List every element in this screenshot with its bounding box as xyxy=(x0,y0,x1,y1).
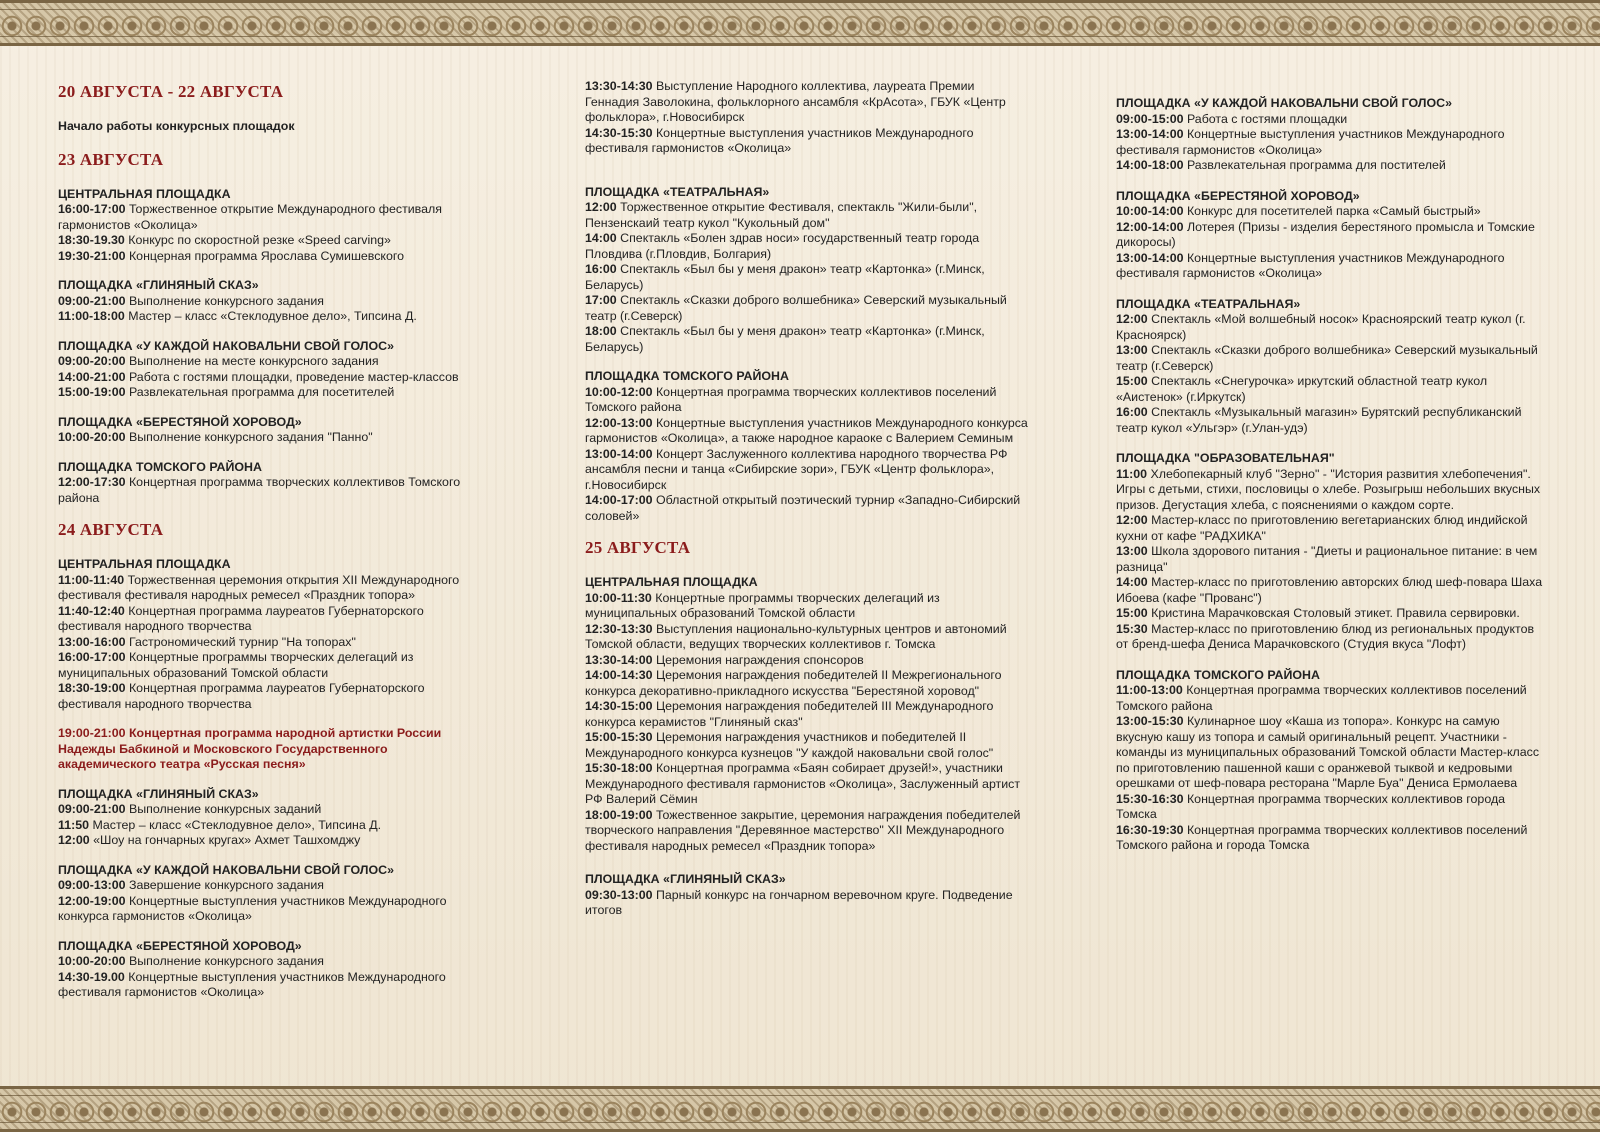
event-desc: Тожественное закрытие, церемония награждения победителей творческого направления "Деревянное мастерство" XII Международного фестиваля народных ремесел «Праздник топора» xyxy=(585,807,1021,853)
event-time: 15:30-18:00 xyxy=(585,761,653,775)
event-desc: Концертные выступления участников Международного конкурса гармонистов «Околица» xyxy=(58,893,447,923)
event-time: 13:30-14:30 xyxy=(585,79,653,93)
venue-block xyxy=(58,339,488,401)
event-desc: Развлекательная программа для постителей xyxy=(1183,158,1446,172)
event-time: 16:30-19:30 xyxy=(1116,822,1184,837)
venue-title: ПЛОЩАДКА «БЕРЕСТЯНОЙ ХОРОВОД» xyxy=(1116,188,1360,203)
event-time: 13:00-16:00 xyxy=(58,634,126,649)
event-item xyxy=(58,370,488,386)
event-time: 17:00 xyxy=(585,293,617,307)
event-time: 15:00 xyxy=(1116,606,1148,620)
event-item xyxy=(1116,343,1546,374)
venue-block xyxy=(58,557,488,712)
event-desc: Хлебопекарный клуб "Зерно" - "История развития хлебопечения". Игры с детьми, стихи, пословицы о хлебе. Розыгрыш небольших вкусных призов. Дегустация хлеба, с пояснениями о каждом сорте. xyxy=(1116,466,1541,512)
event-item xyxy=(585,493,1030,524)
event-item xyxy=(1116,683,1546,714)
venue-block xyxy=(1116,668,1546,854)
event-time: 09:30-13:00 xyxy=(585,887,653,902)
event-time: 12:30-13:30 xyxy=(585,621,653,636)
venue-block xyxy=(1116,297,1546,437)
event-item xyxy=(58,202,488,233)
event-desc: Концертная программа лауреатов Губернаторского фестиваля народного творчества xyxy=(58,681,425,711)
event-desc: Выполнение конкурсного задания xyxy=(125,293,324,308)
event-desc: Развлекательная программа для посетителей xyxy=(125,385,395,399)
venue-title: ПЛОЩАДКА «У КАЖДОЙ НАКОВАЛЬНИ СВОЙ ГОЛОС» xyxy=(58,338,394,353)
event-time: 14:00-18:00 xyxy=(1116,158,1184,172)
event-time: 13:30-14:00 xyxy=(585,652,653,667)
event-time: 14:00-14:30 xyxy=(585,668,653,682)
event-item xyxy=(585,200,1030,231)
event-item xyxy=(585,79,1030,126)
event-item xyxy=(1116,158,1546,174)
event-item xyxy=(585,262,1030,293)
event-desc: Кулинарное шоу «Каша из топора». Конкурс на самую вкусную кашу из топора и самый оригинальный рецепт. Участники - команды из муниципальных образований Томской области Мастер-класс по приготовлению пашенной каши с оранжевой тыквой и кедровыми орешками от шеф-повара ресторана "Марле Буа" Дениса Ермолаева xyxy=(1116,714,1540,790)
event-item xyxy=(585,293,1030,324)
venue-title: ПЛОЩАДКА «ТЕАТРАЛЬНАЯ» xyxy=(1116,296,1301,311)
event-desc: Церемония награждения победителей III Международного конкурса керамистов "Глиняный сказ" xyxy=(585,699,994,729)
event-time: 19:30-21:00 xyxy=(58,248,126,263)
event-item xyxy=(58,385,488,401)
event-desc: Концертная программа творческих коллективов поселений Томского района xyxy=(585,384,997,414)
event-desc: Спектакль «Сказки доброго волшебника» Северский музыкальный театр (г.Северск) xyxy=(1116,343,1538,373)
event-time: 16:00 xyxy=(1116,405,1148,419)
event-desc: «Шоу на гончарных кругах» Ахмет Ташхомджу xyxy=(89,833,361,847)
column-1 xyxy=(58,82,488,1015)
venue-block xyxy=(1116,96,1546,174)
event-desc: Мастер – класс «Стеклодувное дело», Типсина Д. xyxy=(124,309,417,323)
venue-title: ПЛОЩАДКА «БЕРЕСТЯНОЙ ХОРОВОД» xyxy=(58,414,302,429)
date-heading: 20 АВГУСТА - 22 АВГУСТА xyxy=(58,82,284,101)
venue-block xyxy=(58,460,488,507)
event-time: 12:00 xyxy=(585,200,617,214)
venue-title: ЦЕНТРАЛЬНАЯ ПЛОЩАДКА xyxy=(58,186,231,201)
event-item xyxy=(585,231,1030,262)
event-desc: Спектакль «Болен здрав носи» государственный театр города Пловдива (г.Пловдив, Болгария) xyxy=(585,231,980,261)
event-time: 10:00-20:00 xyxy=(58,430,126,444)
event-desc: Мастер-класс по приготовлению авторских блюд шеф-повара Шаха Ибоева (кафе "Прованс") xyxy=(1116,575,1543,605)
event-desc: Концертные выступления участников Международного конкурса гармонистов «Околица», а также народное караоке с Валерием Семиным xyxy=(585,415,1028,445)
event-item xyxy=(58,878,488,894)
venue-title: ПЛОЩАДКА «ГЛИНЯНЫЙ СКАЗ» xyxy=(585,872,786,886)
event-item xyxy=(58,249,488,265)
event-desc: Работа с гостями площадки xyxy=(1183,111,1348,126)
event-time: 14:00-21:00 xyxy=(58,369,126,384)
event-time: 18:30-19.30 xyxy=(58,233,125,247)
venue-title: ПЛОЩАДКА ТОМСКОГО РАЙОНА xyxy=(585,369,789,383)
event-time: 11:40-12:40 xyxy=(58,603,125,618)
event-time: 09:00-13:00 xyxy=(58,878,126,892)
event-desc: Спектакль «Музыкальный магазин» Бурятский республиканский театр кукол «Ульгэр» (г.Улан-удэ) xyxy=(1116,405,1522,435)
event-item xyxy=(1116,513,1546,544)
event-item xyxy=(1116,792,1546,823)
event-time: 14:00-17:00 xyxy=(585,493,653,507)
event-desc: Церемония награждения победителей II Межрегионального конкурса декоративно-прикладного искусства "Берестяной хоровод" xyxy=(585,668,1002,698)
event-time: 14:00 xyxy=(585,231,617,245)
event-desc: Церемония награждения участников и победителей II Международного конкурса кузнецов "У каждой наковальни свой голос" xyxy=(585,730,994,760)
event-desc: Концертная программа народной артистки России Надежды Бабкиной и Московского Государственного академического театра «Русская песня» xyxy=(58,726,442,771)
event-desc: Церемония награждения спонсоров xyxy=(652,652,864,667)
event-item xyxy=(1116,127,1546,158)
venue-title: ПЛОЩАДКА «ТЕАТРАЛЬНАЯ» xyxy=(585,184,770,199)
event-item xyxy=(1116,544,1546,575)
event-item xyxy=(585,653,1030,669)
event-item xyxy=(58,604,488,635)
event-item xyxy=(585,416,1030,447)
event-item xyxy=(585,808,1030,855)
event-time: 12:00 xyxy=(58,833,90,847)
venue-title: ПЛОЩАДКА «У КАЖДОЙ НАКОВАЛЬНИ СВОЙ ГОЛОС» xyxy=(1116,96,1452,110)
venue-block xyxy=(58,415,488,446)
event-time: 12:00 xyxy=(1116,513,1148,527)
event-time: 15:00-15:30 xyxy=(585,730,653,744)
event-desc: Концертные выступления участников Международного фестиваля гармонистов «Околица» xyxy=(585,125,974,155)
venues-list xyxy=(58,787,488,1001)
event-item xyxy=(1116,220,1546,251)
event-desc: Завершение конкурсного задания xyxy=(125,878,324,892)
event-item xyxy=(585,385,1030,416)
event-desc: Концертные выступления участников Международного фестиваля гармонистов «Околица» xyxy=(1116,127,1505,157)
event-item xyxy=(58,354,488,370)
event-item xyxy=(1116,112,1546,128)
event-desc: Спектакль «Был бы у меня дракон» театр «Картонка» (г.Минск, Беларусь) xyxy=(585,262,985,292)
event-desc: Лотерея (Призы - изделия берестяного промысла и Томские дикоросы) xyxy=(1116,219,1535,249)
venue-title: ПЛОЩАДКА «ГЛИНЯНЫЙ СКАЗ» xyxy=(58,278,259,292)
event-item xyxy=(585,730,1030,761)
event-time: 13:00-14:00 xyxy=(585,446,653,461)
venue-title: ЦЕНТРАЛЬНАЯ ПЛОЩАДКА xyxy=(585,575,758,589)
venue-title: ПЛОЩАДКА ТОМСКОГО РАЙОНА xyxy=(58,459,262,474)
event-desc: Школа здорового питания - "Диеты и рациональное питание: в чем разница" xyxy=(1116,544,1538,574)
event-desc: Концертная программа творческих коллективов поселений Томского района и города Томска xyxy=(1116,822,1528,852)
event-desc: Выполнение конкурсного задания xyxy=(125,954,324,968)
event-item xyxy=(58,573,488,604)
event-time: 11:00-11:40 xyxy=(58,572,125,587)
event-item xyxy=(585,447,1030,494)
event-desc: Гастрономический турнир "На топорах" xyxy=(125,634,356,649)
venue-block xyxy=(585,575,1030,854)
event-desc: Выполнение конкурсных заданий xyxy=(125,802,322,816)
event-desc: Концертные выступления участников Международного фестиваля гармонистов «Околица» xyxy=(1116,250,1505,280)
event-item xyxy=(58,802,488,818)
event-time: 16:00-17:00 xyxy=(58,650,126,664)
event-desc: Концертная программа «Баян собирает друзей!», участники Международного фестиваля гармонистов «Околица», Заслуженный артист РФ Валерий Сёмин xyxy=(585,761,1021,806)
event-item xyxy=(585,324,1030,355)
event-item xyxy=(1116,823,1546,854)
event-desc: Спектакль «Мой волшебный носок» Красноярский театр кукол (г. Красноярск) xyxy=(1116,312,1526,342)
event-item xyxy=(58,650,488,681)
event-time: 13:00-14:00 xyxy=(1116,250,1184,265)
event-item xyxy=(58,833,488,849)
event-time: 10:00-11:30 xyxy=(585,590,652,605)
event-time: 10:00-20:00 xyxy=(58,954,126,968)
venue-block xyxy=(585,79,1030,157)
event-time: 09:00-15:00 xyxy=(1116,111,1184,126)
date-heading: 23 АВГУСТА xyxy=(58,149,164,169)
event-time: 15:00 xyxy=(1116,374,1148,388)
event-item xyxy=(1116,467,1546,514)
event-desc: Спектакль «Был бы у меня дракон» театр «Картонка» (г.Минск, Беларусь) xyxy=(585,324,985,354)
event-time: 16:00-17:00 xyxy=(58,202,126,216)
venue-block xyxy=(585,185,1030,356)
date-heading: 24 АВГУСТА xyxy=(58,520,164,539)
event-time: 18:00 xyxy=(585,324,617,338)
event-item xyxy=(585,699,1030,730)
event-desc: Областной открытый поэтический турнир «Западно-Сибирский соловей» xyxy=(585,493,1021,523)
event-desc: Концертная программа лауреатов Губернаторского фестиваля народного творчества xyxy=(58,603,424,633)
event-time: 15:30 xyxy=(1116,621,1148,636)
event-desc: Торжественная церемония открытия XII Международного фестиваля фестиваля народных ремесел «Праздник топора» xyxy=(58,572,460,602)
event-time: 14:30-15:00 xyxy=(585,699,653,713)
venues-list xyxy=(585,575,1030,919)
event-time: 14:00 xyxy=(1116,575,1148,589)
event-item xyxy=(58,970,488,1001)
date-heading: 25 АВГУСТА xyxy=(585,538,691,557)
venue-title: ПЛОЩАДКА "ОБРАЗОВАТЕЛЬНАЯ" xyxy=(1116,451,1335,465)
event-desc: Мастер-класс по приготовлению блюд из региональных продуктов от бренд-шефа Дениса Марачковского (Студия вкуса "Лофт) xyxy=(1116,621,1535,651)
event-desc: Конкурс по скоростной резке «Speed carving» xyxy=(124,233,391,247)
event-desc: Выступления национально-культурных центров и автономий Томской области, ведущих творческих коллективов г. Томска xyxy=(585,621,1007,651)
event-item xyxy=(1116,251,1546,282)
venue-title: ПЛОЩАДКА «ГЛИНЯНЫЙ СКАЗ» xyxy=(58,786,259,801)
venue-title: ПЛОЩАДКА «БЕРЕСТЯНОЙ ХОРОВОД» xyxy=(58,938,302,953)
event-item xyxy=(585,126,1030,157)
column-3 xyxy=(1116,96,1546,869)
event-time: 19:00-21:00 xyxy=(58,726,126,740)
event-item xyxy=(585,622,1030,653)
venue-block xyxy=(58,278,488,325)
event-time: 09:00-21:00 xyxy=(58,802,126,816)
event-item xyxy=(58,894,488,925)
event-item xyxy=(1116,204,1546,220)
event-time: 10:00-12:00 xyxy=(585,384,653,399)
venue-block xyxy=(585,872,1030,919)
event-desc: Спектакль «Снегурочка» иркутский областной театр кукол «Аистенок» (г.Иркутск) xyxy=(1116,374,1488,404)
event-desc: Спектакль «Сказки доброго волшебника» Северский музыкальный театр (г.Северск) xyxy=(585,293,1007,323)
event-time: 12:00-19:00 xyxy=(58,893,126,908)
event-desc: Парный конкурс на гончарном веревочном круге. Подведение итогов xyxy=(585,887,1013,917)
event-item xyxy=(58,681,488,712)
event-item xyxy=(58,294,488,310)
event-item xyxy=(58,233,488,249)
event-desc: Концертная программа творческих коллективов поселений Томского района xyxy=(1116,683,1527,713)
event-time: 18:30-19:00 xyxy=(58,681,126,695)
event-time: 10:00-14:00 xyxy=(1116,204,1184,218)
event-item xyxy=(1116,374,1546,405)
event-item xyxy=(58,954,488,970)
event-item xyxy=(585,888,1030,919)
event-time: 18:00-19:00 xyxy=(585,807,653,822)
event-time: 13:00-14:00 xyxy=(1116,127,1184,141)
event-desc: Конкурс для посетителей парка «Самый быстрый» xyxy=(1183,204,1481,218)
event-item xyxy=(1116,312,1546,343)
column-2 xyxy=(585,79,1030,937)
event-desc: Выполнение на месте конкурсного задания xyxy=(125,354,379,368)
event-time: 12:00 xyxy=(1116,312,1148,326)
event-item xyxy=(58,475,488,506)
event-item xyxy=(1116,575,1546,606)
event-desc: Концертные программы творческих делегаций из муниципальных образований Томской области xyxy=(585,590,940,620)
event-desc: Концертная программа творческих коллективов города Томска xyxy=(1116,791,1506,821)
venue-block xyxy=(58,787,488,849)
event-item xyxy=(585,591,1030,622)
event-desc: Торжественное открытие Международного фестиваля гармонистов «Околица» xyxy=(58,202,442,232)
highlight-event xyxy=(58,726,488,773)
event-time: 14:30-15:30 xyxy=(585,125,653,140)
event-item xyxy=(58,818,488,834)
event-desc: Мастер-класс по приготовлению вегетарианских блюд индийской кухни от кафе "РАДХИКА" xyxy=(1116,513,1528,543)
event-item xyxy=(1116,714,1546,792)
event-item xyxy=(585,668,1030,699)
event-time: 12:00-17:30 xyxy=(58,475,126,489)
event-desc: Кристина Марачковская Столовый этикет. Правила сервировки. xyxy=(1147,606,1520,620)
event-time: 11:00 xyxy=(1116,466,1148,481)
event-desc: Концертные выступления участников Международного фестиваля гармонистов «Околица» xyxy=(58,969,446,999)
venue-block xyxy=(1116,189,1546,282)
event-desc: Мастер – класс «Стеклодувное дело», Типсина Д. xyxy=(89,817,382,832)
event-time: 13:00 xyxy=(1116,343,1148,357)
event-time: 09:00-21:00 xyxy=(58,293,126,308)
event-desc: Выступление Народного коллектива, лауреата Премии Геннадия Заволокина, фольклорного ансамбля «КрАсота», ГБУК «Центр фольклора», г.Новосибирск xyxy=(585,79,1006,124)
ornament-border-bottom xyxy=(0,1086,1600,1132)
event-item xyxy=(585,761,1030,808)
venue-block xyxy=(585,369,1030,524)
event-time: 09:00-20:00 xyxy=(58,354,126,368)
venues-list xyxy=(58,187,488,507)
event-time: 15:00-19:00 xyxy=(58,385,126,399)
venue-block xyxy=(58,863,488,925)
event-desc: Концерная программа Ярослава Сумишевского xyxy=(125,248,405,263)
event-time: 15:30-16:30 xyxy=(1116,791,1184,806)
event-time: 12:00-14:00 xyxy=(1116,219,1184,234)
venues-list xyxy=(1116,96,1546,854)
event-desc: Концерт Заслуженного коллектива народного творчества РФ ансамбля песни и танца «Сибирские зори», ГБУК «Центр фольклора», г.Новосибирск xyxy=(585,446,1008,492)
event-time: 11:50 xyxy=(58,817,90,832)
event-desc: Выполнение конкурсного задания "Панно" xyxy=(125,430,373,444)
venue-title: ПЛОЩАДКА ТОМСКОГО РАЙОНА xyxy=(1116,667,1320,682)
intro-text: Начало работы конкурсных площадок xyxy=(58,119,295,133)
event-time: 11:00-18:00 xyxy=(58,309,125,323)
event-desc: Торжественное открытие Фестиваля, спектакль "Жили-были", Пензенскаий театр кукол "Кукольный дом" xyxy=(585,200,978,230)
venue-title: ЦЕНТРАЛЬНАЯ ПЛОЩАДКА xyxy=(58,557,231,571)
venue-block xyxy=(58,939,488,1001)
event-item xyxy=(1116,606,1546,622)
event-desc: Работа с гостями площадки, проведение мастер-классов xyxy=(125,369,459,384)
event-time: 13:00 xyxy=(1116,544,1148,558)
event-time: 11:00-13:00 xyxy=(1116,683,1183,697)
event-desc: Концертные программы творческих делегаций из муниципальных образований Томской области xyxy=(58,650,414,680)
event-time: 13:00-15:30 xyxy=(1116,714,1184,728)
venue-title: ПЛОЩАДКА «У КАЖДОЙ НАКОВАЛЬНИ СВОЙ ГОЛОС» xyxy=(58,862,394,877)
event-item xyxy=(1116,622,1546,653)
event-desc: Концертная программа творческих коллективов Томского района xyxy=(58,475,461,505)
event-item xyxy=(58,430,488,446)
venue-block xyxy=(1116,451,1546,653)
event-item xyxy=(58,635,488,651)
venues-list xyxy=(58,557,488,712)
venue-block xyxy=(58,187,488,265)
event-item xyxy=(58,309,488,325)
venues-list xyxy=(585,185,1030,525)
event-time: 12:00-13:00 xyxy=(585,415,653,430)
event-time: 16:00 xyxy=(585,262,617,276)
event-item xyxy=(1116,405,1546,436)
ornament-border-top xyxy=(0,0,1600,46)
event-time: 14:30-19.00 xyxy=(58,969,125,984)
